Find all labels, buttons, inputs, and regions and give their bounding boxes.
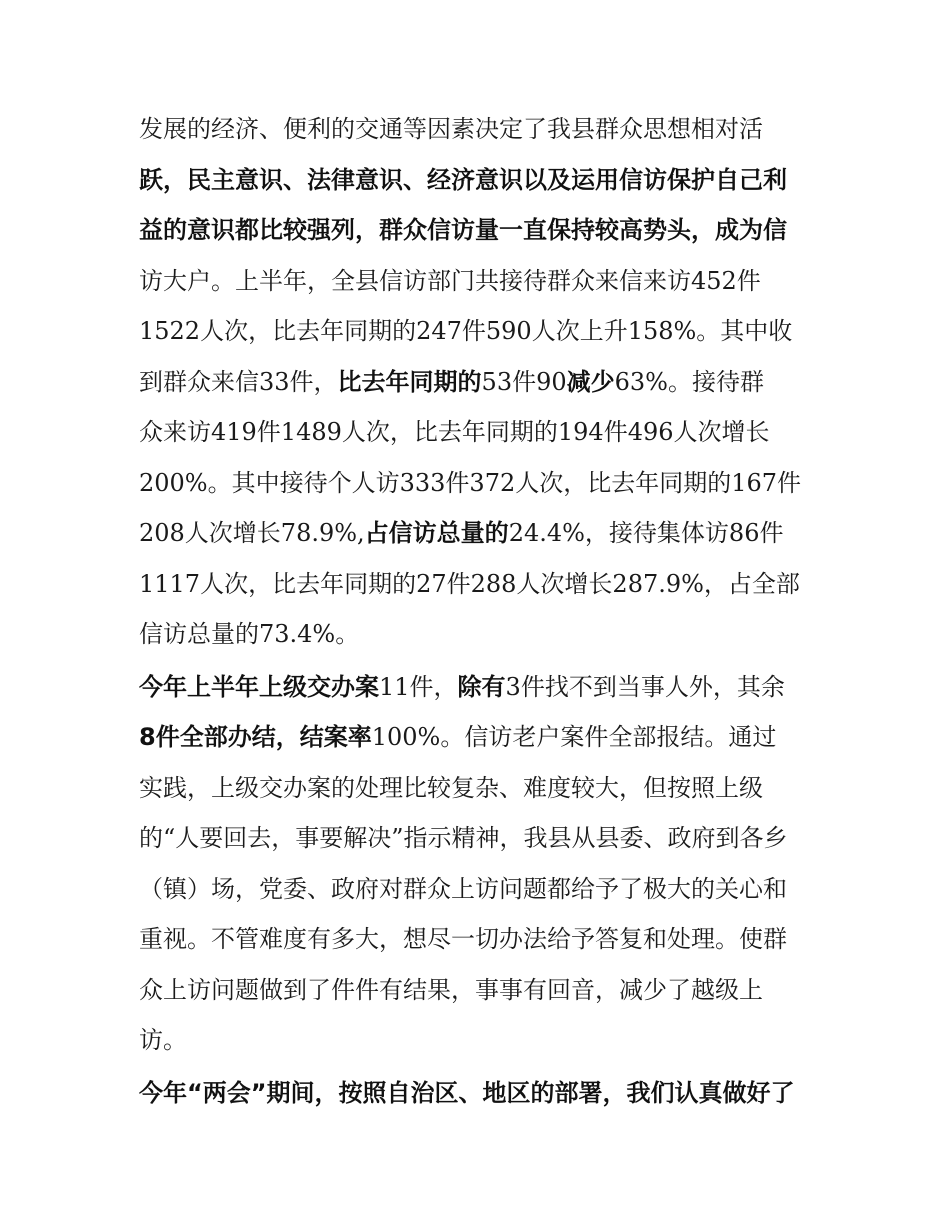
text-line (139, 205, 819, 256)
text-segment: 63%。接待群 (614, 367, 764, 396)
text-segment: （镇）场，党委、政府对群众上访问题都给予了极大的关心和 (139, 874, 787, 903)
text-line (139, 256, 819, 307)
text-line (139, 508, 819, 559)
text-line (139, 1015, 819, 1066)
text-segment: 1522人次，比去年同期的247件590人次上升158%。其中收 (139, 317, 793, 345)
text-line (139, 357, 819, 408)
text-line (139, 155, 819, 206)
text-segment: 今年上半年上级交办案 (139, 672, 379, 701)
text-line (139, 965, 819, 1016)
text-line (139, 104, 819, 155)
text-segment: 24.4%，接待集体访86件 (508, 519, 784, 547)
text-line (139, 407, 819, 458)
text-segment: 访。 (139, 1026, 187, 1054)
text-line (139, 662, 819, 713)
text-segment: 占信访总量的 (364, 519, 509, 547)
text-segment: 11件， (379, 672, 458, 701)
text-segment: 访大户。上半年，全县信访部门共接待群众来信来访452件 (139, 266, 761, 295)
text-segment: 发展的经济、便利的交通等因素决定了我县群众思想相对活 (139, 115, 763, 143)
text-segment: 200%。其中接待个人访333件372人次，比去年同期的167件 (139, 468, 802, 497)
text-line (139, 763, 819, 814)
paragraph (139, 662, 819, 1066)
text-line (139, 609, 819, 660)
text-line (139, 1068, 819, 1119)
text-line (139, 559, 819, 610)
text-segment: 1117人次，比去年同期的27件288人次增长287.9%，占全部 (139, 569, 800, 598)
paragraph (139, 104, 819, 660)
text-line (139, 458, 819, 509)
text-segment: 8件全部办结，结案率 (139, 723, 372, 751)
text-segment: 比去年同期的 (337, 367, 482, 396)
text-segment: 今年“两会”期间，按照自治区、地区的部署，我们认真做好了 (139, 1078, 795, 1107)
text-line (139, 864, 819, 915)
text-line (139, 712, 819, 763)
text-segment: 众上访问题做到了件件有结果，事事有回音，减少了越级上 (139, 975, 763, 1004)
text-segment: 众来访419件1489人次，比去年同期的194件496人次增长 (139, 418, 770, 446)
text-segment: 53件90 (481, 367, 567, 396)
text-segment: 减少 (566, 367, 615, 396)
text-segment: 208人次增长78.9%, (139, 519, 365, 547)
text-segment: 除有 (457, 672, 506, 701)
text-segment: 益的意识都比较强列，群众信访量一直保持较高势头，成为信 (139, 216, 787, 244)
text-segment: 的“人要回去，事要解决”指示精神，我县从县委、政府到各乡 (139, 824, 788, 852)
text-segment: 重视。不管难度有多大，想尽一切办法给予答复和处理。使群 (139, 925, 787, 953)
text-segment: 实践，上级交办案的处理比较复杂、难度较大，但按照上级 (139, 773, 763, 802)
text-segment: 3件找不到当事人外，其余 (505, 672, 785, 701)
text-segment: 跃，民主意识、法律意识、经济意识以及运用信访保护自己利 (139, 165, 787, 194)
text-line (139, 813, 819, 864)
text-segment: 到群众来信33件， (139, 367, 338, 396)
text-segment: 信访总量的73.4%。 (139, 620, 360, 648)
text-line (139, 306, 819, 357)
text-line (139, 914, 819, 965)
document-body (139, 104, 819, 1118)
paragraph (139, 1068, 819, 1119)
text-segment: 100%。信访老户案件全部报结。通过 (371, 723, 777, 751)
